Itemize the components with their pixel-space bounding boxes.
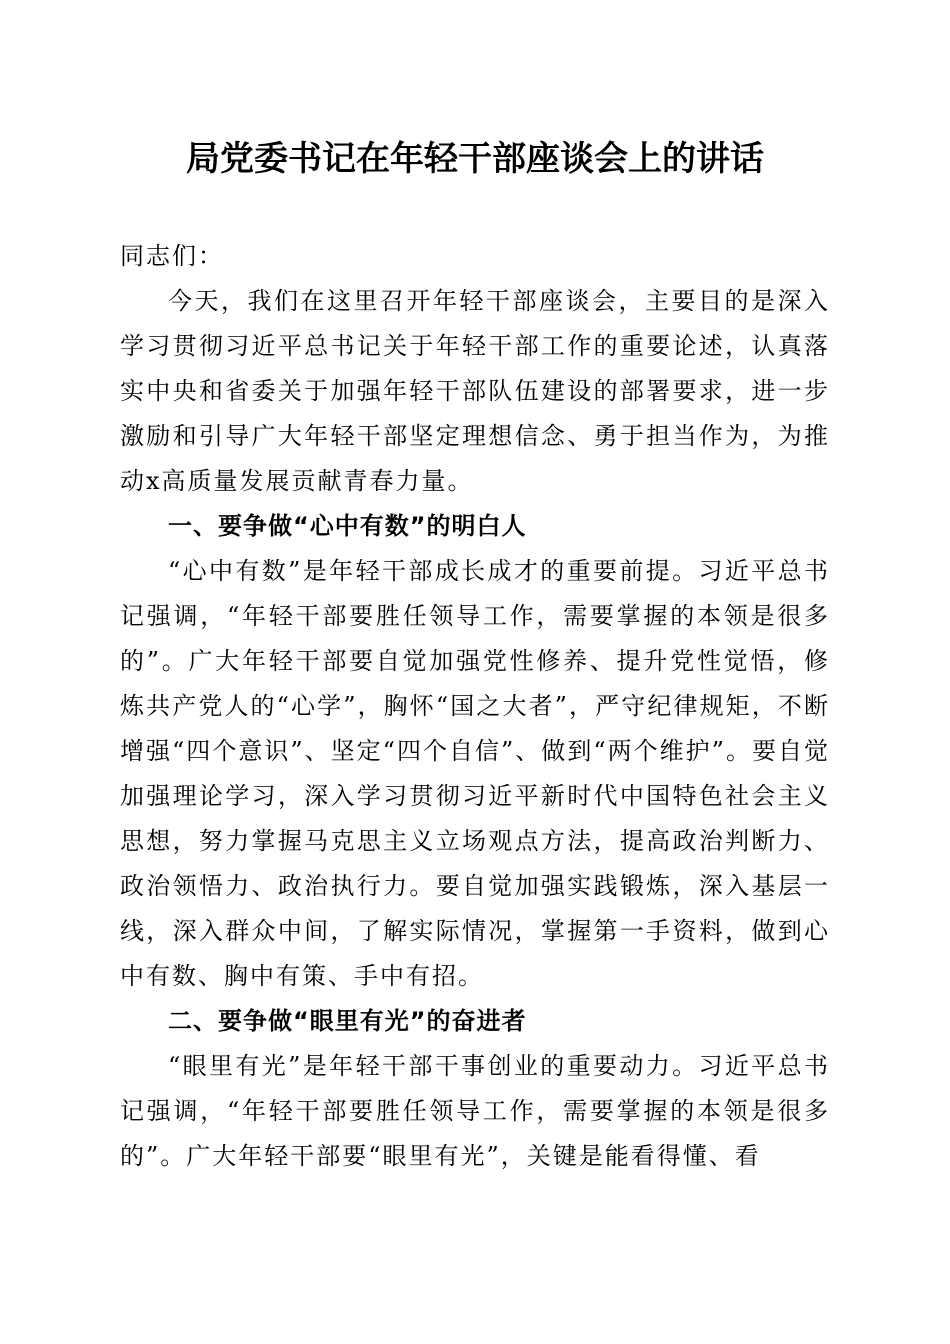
section-1-heading: 一、要争做“心中有数”的明白人 bbox=[168, 512, 527, 540]
section-2-paragraph: “眼里有光”是年轻干部干事创业的重要动力。习近平总书记强调，“年轻干部要胜任领导工作，需要掌握的本领是很多的”。广大年轻干部要“眼里有光”，关键是能看得懂、看 bbox=[120, 1052, 830, 1170]
section-1-paragraph: “心中有数”是年轻干部成长成才的重要前提。习近平总书记强调，“年轻干部要胜任领导工作，需要掌握的本领是很多的”。广大年轻干部要自觉加强党性修养、提升党性觉悟，修炼共产党人的“心学”，胸怀“国之大者”，严守纪律规矩，不断增强“四个意识”、坚定“四个自信”、做到“两个维护”。要自觉加强理论学习，深入学习贯彻习近平新时代中国特色社会主义思想，努力掌握马克思主义立场观点方法，提高政治判断力、政治领悟力、政治执行力。要自觉加强实践锻炼，深入基层一线，深入群众中间，了解实际情况，掌握第一手资料，做到心中有数、胸中有策、手中有招。 bbox=[120, 557, 830, 990]
document-title: 局党委书记在年轻干部座谈会上的讲话 bbox=[186, 139, 764, 179]
section-2-heading: 二、要争做“眼里有光”的奋进者 bbox=[168, 1007, 527, 1035]
document-body bbox=[120, 234, 830, 1179]
salutation: 同志们： bbox=[120, 242, 224, 270]
intro-paragraph: 今天，我们在这里召开年轻干部座谈会，主要目的是深入学习贯彻习近平总书记关于年轻干部工作的重要论述，认真落实中央和省委关于加强年轻干部队伍建设的部署要求，进一步激励和引导广大年轻干部坚定理想信念、勇于担当作为，为推动x高质量发展贡献青春力量。 bbox=[120, 287, 830, 495]
